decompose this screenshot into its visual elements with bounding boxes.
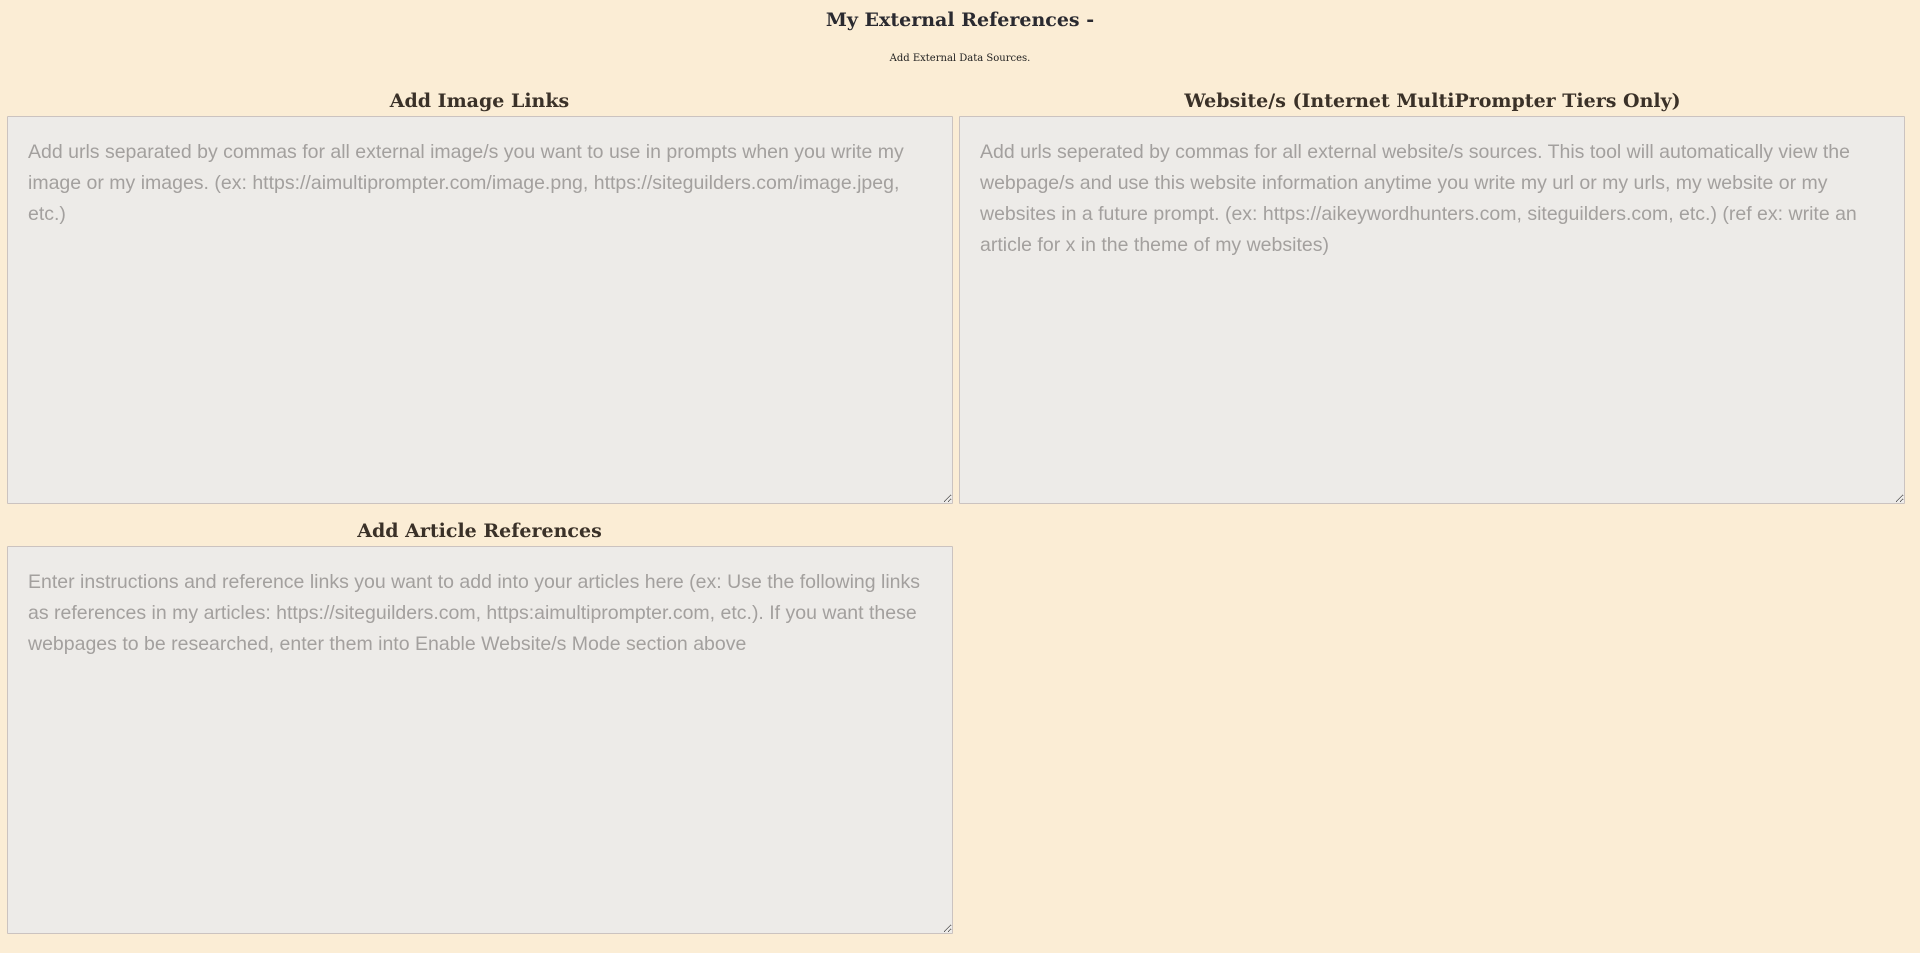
page-subtitle: Add External Data Sources. [889, 53, 1031, 64]
websites-heading: Website/s (Internet MultiPrompter Tiers Only) [1184, 90, 1681, 112]
image-links-textarea[interactable] [7, 116, 953, 504]
image-links-heading: Add Image Links [389, 90, 570, 112]
page-title: My External References - [825, 9, 1095, 31]
article-references-textarea[interactable] [7, 546, 953, 934]
article-references-heading: Add Article References [357, 520, 602, 542]
websites-textarea[interactable] [959, 116, 1905, 504]
